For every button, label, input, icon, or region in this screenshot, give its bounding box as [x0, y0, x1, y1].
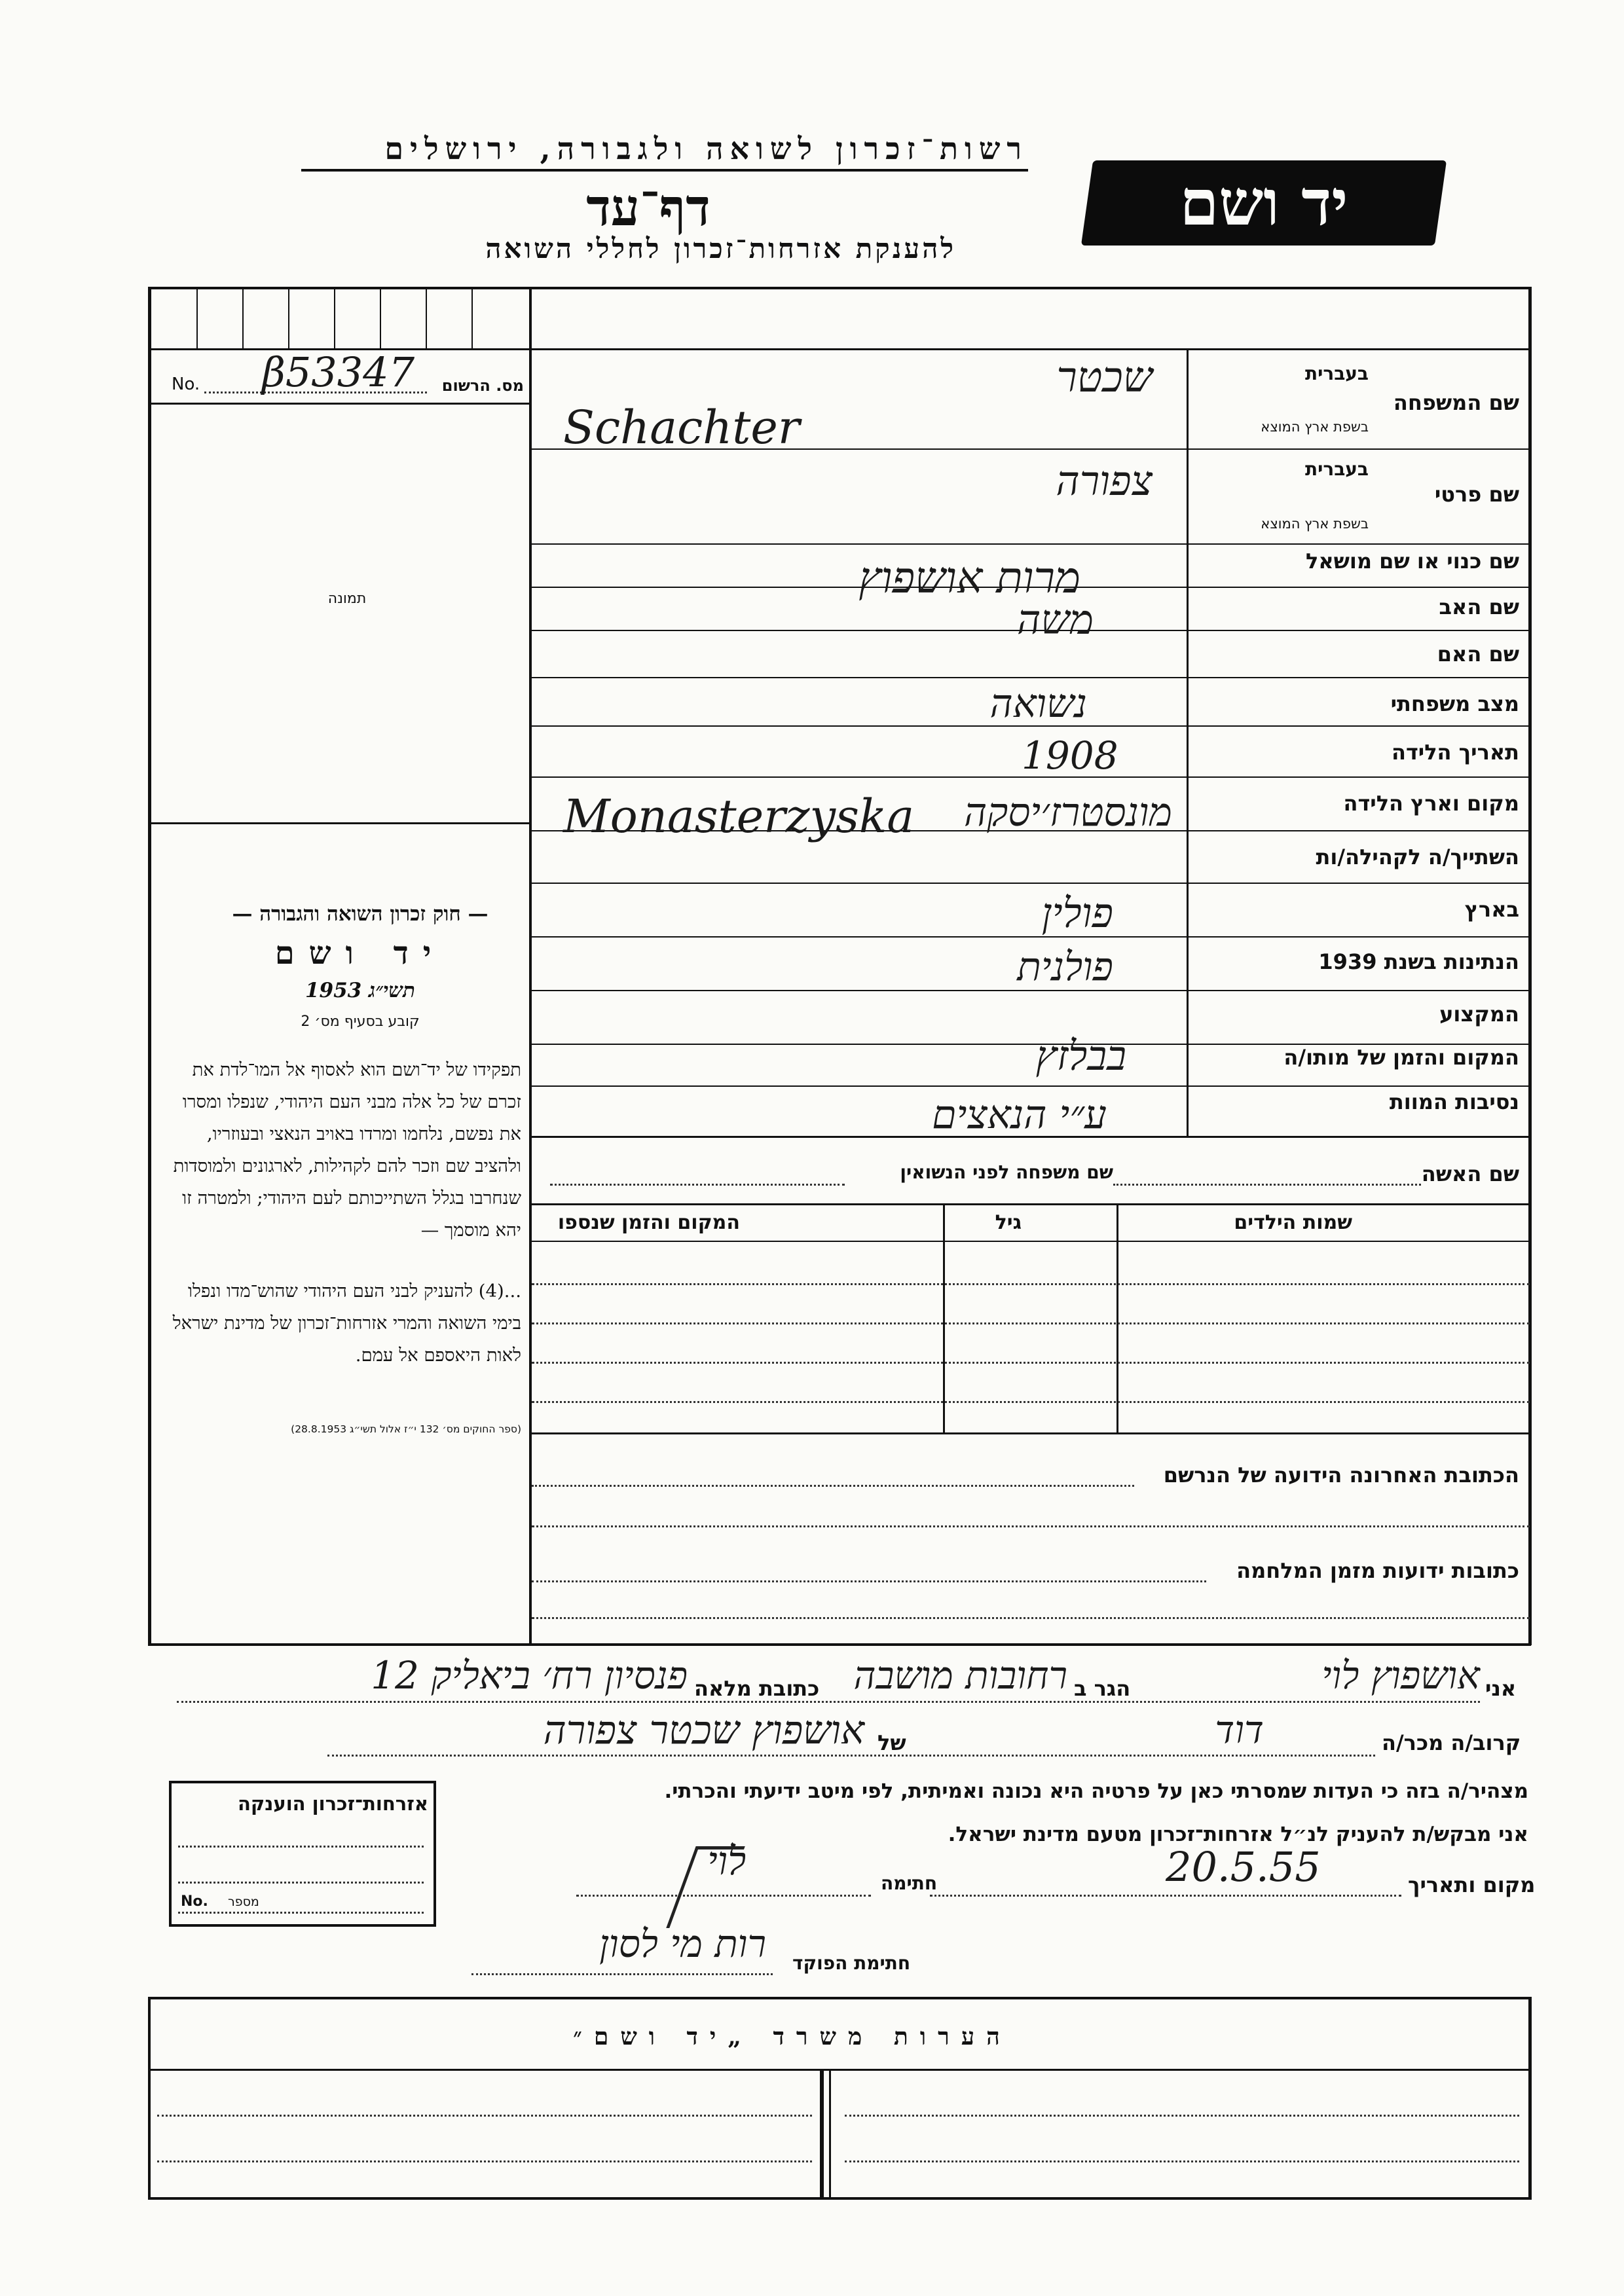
wartime-addresses-label: כתובות ידועות מזמן המלחמה — [1236, 1558, 1519, 1583]
signature-label: חתימה — [881, 1872, 938, 1894]
family-name-origin-sublabel: בשפת ארץ המוצא — [1261, 419, 1369, 435]
official-signature-value: רות מי לסון — [599, 1922, 766, 1966]
citizenship-no-label: No. — [181, 1893, 208, 1910]
statement-2: אני מבקש/ת להעניק לנ״ל אזרחות־זכרון מטעם מדינת ישראל. — [948, 1823, 1528, 1846]
children-age-header: גיל — [995, 1211, 1022, 1234]
full-address-value: פנסיון רח׳ ביאליק 12 — [371, 1653, 688, 1698]
remarks-title: הערות משרד „יד ושם״ — [573, 2023, 1012, 2050]
family-name-hebrew-value: שכטר — [1056, 354, 1153, 402]
nickname-label: שם כנוי או שם מושאל — [1305, 549, 1519, 574]
resides-value: רחובות מושבה — [853, 1653, 1067, 1698]
marital-status-label: מצב משפחתי — [1390, 691, 1519, 716]
law-paragraph-1: תפקידו של יד־ושם הוא לאסוף אל המו־לדת את זכרם של כל אלה מבני העם היהודי, שנפלו ומסרו את נפשם, נלחמו ומרדו באויב הנאצי ובעוזריו, ולהציב שם וזכר להם לקהילות, לארגונים ולמוסדות שנחרבו בגלל השתייכותם לעם היהודי; ולמטרה זו יהא מוסמך — — [173, 1059, 521, 1241]
marital-status-value: נשואה — [989, 681, 1087, 727]
registration-no-label: No. — [172, 374, 200, 394]
citizenship-number-label: מספר — [228, 1895, 259, 1909]
law-name: יד ושם — [274, 935, 446, 972]
community-label: השתייך/ה לקהילה/ות — [1316, 845, 1519, 869]
law-source: (ספר החוקים מס׳ 132 י״ז אלול תשי״ג 28.8.1953) — [291, 1423, 521, 1435]
birthdate-label: תאריך הלידה — [1391, 740, 1519, 765]
first-name-hebrew-sublabel: בעברית — [1304, 458, 1369, 480]
place-date-label: מקום ותאריך — [1408, 1872, 1536, 1897]
death-circumstances-label: נסיבות המוות — [1389, 1089, 1519, 1114]
date-value: 20.5.55 — [1166, 1843, 1321, 1891]
birthplace-hebrew-value: מונסטרז׳יסקה — [964, 790, 1172, 835]
law-year: תשי״ג 1953 — [304, 979, 416, 1002]
children-death-place-header: המקום והזמן שנספו — [557, 1211, 740, 1234]
birthdate-value: 1908 — [1022, 733, 1118, 778]
birthplace-label: מקום וארץ הלידה — [1343, 791, 1519, 816]
wife-name-label: שם האשה — [1421, 1161, 1519, 1186]
country-label: בארץ — [1464, 897, 1519, 922]
resides-label: הגר ב — [1074, 1676, 1131, 1701]
relative-label: קרוב/ה מכר/ה — [1382, 1730, 1521, 1755]
registration-label: מס. הרשום — [441, 376, 524, 395]
declarant-i-label: אני — [1485, 1676, 1517, 1701]
mother-label: שם האם — [1437, 642, 1519, 666]
country-value: פולין — [1041, 889, 1113, 937]
declarant-signature: לוי — [707, 1838, 747, 1884]
family-name-hebrew-sublabel: בעברית — [1304, 363, 1369, 384]
authority-header: רשות־זכרון לשואה ולגבורה, ירושלים — [301, 131, 1028, 172]
statement-1: מצהיר/ה בזה כי העדות שמסרתי כאן על פרטיה היא נכונה ואמיתית, לפי מיטב ידיעתי והכרתי. — [664, 1779, 1528, 1803]
form-title: דף־עד — [586, 178, 710, 238]
citizenship-granted-box — [169, 1781, 436, 1927]
citizenship-granted-title: אזרחות־זכרון הוענקה — [237, 1793, 428, 1815]
relation-value: דוד — [1215, 1707, 1264, 1752]
logo-text: יד ושם — [1179, 166, 1348, 240]
law-paragraph-2: ...(4) להעניק לבני העם היהודי שהוש־מדו ונפלו בימי השואה והמרי אזרחות־זכרון של מדינת ישראל לאות היאספם אל עמם. — [172, 1281, 521, 1366]
official-signature-label: חתימת הפוקד — [792, 1952, 911, 1974]
photo-label: תמונה — [327, 591, 367, 607]
registration-number: β53347 — [262, 348, 415, 396]
family-name-origin-value: Schachter — [563, 401, 800, 454]
declarant-name-value: אושפוץ לוי — [1321, 1653, 1480, 1698]
mother-value: מרות אושפוץ — [858, 553, 1080, 603]
first-name-label: שם פרטי — [1434, 482, 1519, 507]
death-circumstances-value: ע״י הנאצים — [932, 1092, 1107, 1138]
family-name-label: שם המשפחה — [1393, 390, 1519, 415]
father-label: שם האב — [1439, 594, 1519, 619]
citizenship-1939-label: הנתינות בשנת 1939 — [1318, 949, 1519, 974]
yad-vashem-logo — [1081, 160, 1447, 246]
of-label: של — [877, 1730, 906, 1755]
last-address-label: הכתובת האחרונה הידועה של הנרשם — [1163, 1463, 1519, 1487]
wife-maiden-name-label: שם משפחה לפני הנשואין — [900, 1161, 1113, 1183]
form-subtitle: להענקת אזרחות־זכרון לחללי השואה — [485, 232, 956, 264]
citizenship-value: פולנית — [1017, 944, 1113, 990]
death-place-value: בבלזץ — [1035, 1032, 1126, 1080]
law-title: — חוק זכרון השואה והגבורה — — [232, 902, 489, 926]
signature-stroke — [666, 1846, 745, 1928]
occupation-label: המקצוע — [1439, 1002, 1519, 1027]
law-clause: קובע בסעיף מס׳ 2 — [301, 1013, 420, 1030]
father-value: משה — [1017, 596, 1094, 644]
birthplace-origin-value: Monasterzyska — [563, 790, 915, 843]
of-name-value: אושפוץ שכטר צפורה — [543, 1707, 864, 1753]
death-place-label: המקום והזמן של מותו/ה — [1283, 1045, 1519, 1070]
full-address-label: כתובת מלאה — [694, 1676, 820, 1701]
children-names-header: שמות הילדים — [1234, 1211, 1352, 1234]
first-name-origin-sublabel: בשפת ארץ המוצא — [1261, 516, 1369, 532]
first-name-hebrew-value: צפורה — [1056, 457, 1153, 505]
